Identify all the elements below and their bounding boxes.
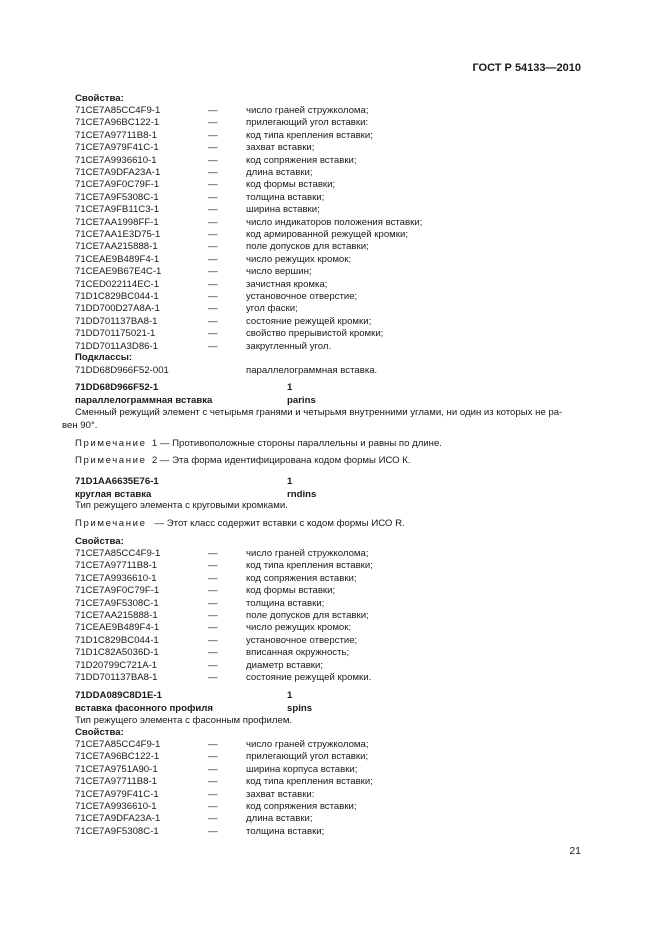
dash: — xyxy=(208,634,218,646)
property-id: 71CE7A9751A90-1 xyxy=(75,763,158,775)
property-id: 71CE7A9F5308C-1 xyxy=(75,191,159,203)
property-name: число граней стружколома; xyxy=(246,739,369,750)
dash: — xyxy=(208,610,218,621)
property-id: 71D1C829BC044-1 xyxy=(75,291,159,302)
subclasses-heading: Подклассы: xyxy=(75,352,133,363)
subclass-name: параллелограммная вставка. xyxy=(246,365,378,376)
class-name-row xyxy=(75,703,313,715)
property-name: захват вставки; xyxy=(246,142,315,154)
class-name: параллелограммная вставка xyxy=(75,395,213,406)
property-name: число граней стружколома; xyxy=(246,548,369,559)
page-number: 21 xyxy=(569,845,581,857)
property-name: код типа крепления вставки; xyxy=(246,129,373,141)
note-text: — Этот класс содержит вставки с кодом формы ИСО R. xyxy=(154,518,405,529)
property-name: захват вставки: xyxy=(246,788,315,800)
property-id: 71CE7A97711B8-1 xyxy=(75,560,157,572)
properties-heading: Свойства: xyxy=(75,536,124,547)
dash: — xyxy=(208,572,218,584)
property-name: число граней стружколома; xyxy=(246,105,369,116)
property-id: 71CE7A9936610-1 xyxy=(75,154,157,166)
property-name: код типа крепления вставки; xyxy=(246,776,373,788)
property-name: толщина вставки; xyxy=(246,191,325,203)
property-name: длина вставки; xyxy=(246,167,313,178)
dash: — xyxy=(208,241,218,253)
property-id: 71DD7011A3D86-1 xyxy=(75,340,159,352)
property-name: длина вставки; xyxy=(246,813,313,825)
property-name: угол фаски; xyxy=(246,303,298,315)
property-name: число индикаторов положения вставки; xyxy=(246,216,423,228)
dash: — xyxy=(208,204,218,216)
property-name: состояние режущей кромки; xyxy=(246,315,372,327)
property-id: 71CE7A85CC4F9-1 xyxy=(75,739,161,750)
dash: — xyxy=(208,622,218,634)
property-name: поле допусков для вставки; xyxy=(246,241,369,253)
dash: — xyxy=(208,303,218,315)
class-description xyxy=(62,406,590,432)
class-version: 1 xyxy=(287,690,293,701)
dash: — xyxy=(208,216,218,228)
class-version: 1 xyxy=(287,476,293,487)
property-id: 71CED022114EC-1 xyxy=(75,278,160,290)
property-id: 71CE7A97711B8-1 xyxy=(75,129,157,141)
properties-heading: Свойства: xyxy=(75,727,124,738)
dash: — xyxy=(208,763,218,775)
property-id: 71CE7AA215888-1 xyxy=(75,241,158,253)
dash: — xyxy=(208,788,218,800)
note-label: Примечание xyxy=(75,455,147,466)
property-name: толщина вставки; xyxy=(246,597,325,609)
note xyxy=(75,518,405,530)
property-name: поле допусков для вставки; xyxy=(246,610,369,621)
property-id: 71CE7A85CC4F9-1 xyxy=(75,548,161,559)
property-id: 71CE7AA215888-1 xyxy=(75,610,158,621)
property-id: 71D1C829BC044-1 xyxy=(75,634,159,646)
property-name: код сопряжения вставки; xyxy=(246,154,357,166)
property-id: 71CEAE9B489F4-1 xyxy=(75,253,160,265)
property-id: 71CE7A9936610-1 xyxy=(75,572,157,584)
property-name: прилегающий угол вставки; xyxy=(246,751,369,763)
property-name: код типа крепления вставки; xyxy=(246,560,373,572)
dash: — xyxy=(208,105,218,116)
dash: — xyxy=(208,328,218,340)
property-name: число вершин; xyxy=(246,266,312,278)
class-description: Тип режущего элемента с круговыми кромками. xyxy=(75,500,288,511)
dash: — xyxy=(208,751,218,763)
dash: — xyxy=(208,825,218,837)
property-name: код формы вставки; xyxy=(246,179,336,191)
property-id: 71CE7A96BC122-1 xyxy=(75,117,160,129)
dash: — xyxy=(208,291,218,302)
property-name: код формы вставки; xyxy=(246,585,336,597)
property-name: зачистная кромка; xyxy=(246,278,328,290)
property-id: 71DD700D27A8A-1 xyxy=(75,303,160,315)
class-code: parins xyxy=(287,395,316,406)
property-id: 71CE7A9F5308C-1 xyxy=(75,825,159,837)
dash: — xyxy=(208,585,218,597)
description-line-1: Сменный режущий элемент с четырьмя гранями и четырьмя внутренними углами, ни один из которых не ра- xyxy=(75,407,563,418)
dash: — xyxy=(208,647,218,659)
property-id: 71DD701137BA8-1 xyxy=(75,672,158,683)
dash: — xyxy=(208,548,218,559)
note-text: 1 — Противоположные стороны параллельны и равны по длине. xyxy=(151,438,442,449)
property-name: число режущих кромок; xyxy=(246,253,352,265)
property-name: число режущих кромок; xyxy=(246,622,352,634)
property-name: толщина вставки; xyxy=(246,825,325,837)
property-name: код сопряжения вставки; xyxy=(246,801,357,812)
property-name: ширина корпуса вставки; xyxy=(246,763,358,775)
property-id: 71CE7A9DFA23A-1 xyxy=(75,813,161,825)
dash: — xyxy=(208,776,218,788)
subclass-id: 71DD68D966F52-001 xyxy=(75,365,169,376)
dash: — xyxy=(208,659,218,671)
property-id: 71CEAE9B489F4-1 xyxy=(75,622,160,634)
class-version: 1 xyxy=(287,382,293,393)
dash: — xyxy=(208,129,218,141)
dash: — xyxy=(208,229,218,240)
property-id: 71CE7A9DFA23A-1 xyxy=(75,167,161,178)
dash: — xyxy=(208,179,218,191)
dash: — xyxy=(208,315,218,327)
property-id: 71CE7A85CC4F9-1 xyxy=(75,105,161,116)
property-name: вписанная окружность; xyxy=(246,647,350,659)
property-id: 71CEAE9B67E4C-1 xyxy=(75,266,162,278)
class-id-row xyxy=(75,690,293,702)
class-description: Тип режущего элемента с фасонным профилем. xyxy=(75,715,293,726)
note-label: Примечание xyxy=(75,438,147,449)
property-id: 71CE7A97711B8-1 xyxy=(75,776,157,788)
property-name: состояние режущей кромки. xyxy=(246,672,372,683)
dash: — xyxy=(208,266,218,278)
note-2 xyxy=(75,455,411,467)
property-id: 71CE7A96BC122-1 xyxy=(75,751,160,763)
property-name: ширина вставки; xyxy=(246,204,320,216)
dash: — xyxy=(208,278,218,290)
class-id-row xyxy=(75,382,293,394)
class-name: круглая вставка xyxy=(75,489,152,500)
dash: — xyxy=(208,597,218,609)
property-name: диаметр вставки; xyxy=(246,659,324,671)
property-id: 71CE7A979F41C-1 xyxy=(75,142,159,154)
class-name: вставка фасонного профиля xyxy=(75,703,213,714)
document-header: ГОСТ Р 54133—2010 xyxy=(472,62,581,74)
dash: — xyxy=(208,253,218,265)
property-id: 71D20799C721A-1 xyxy=(75,659,158,671)
dash: — xyxy=(208,142,218,154)
class-code: spins xyxy=(287,703,313,714)
class-id: 71DDA089C8D1E-1 xyxy=(75,690,162,701)
dash: — xyxy=(208,739,218,750)
property-id: 71CE7A9FB11C3-1 xyxy=(75,204,160,216)
class-code: rndins xyxy=(287,489,317,500)
dash: — xyxy=(208,191,218,203)
property-name: прилегающий угол вставки: xyxy=(246,117,369,129)
dash: — xyxy=(208,167,218,178)
property-id: 71CE7A9F0C79F-1 xyxy=(75,179,160,191)
property-id: 71CE7A9F0C79F-1 xyxy=(75,585,160,597)
property-id: 71DD701137BA8-1 xyxy=(75,315,158,327)
property-name: свойство прерывистой кромки; xyxy=(246,328,384,340)
property-name: код сопряжения вставки; xyxy=(246,572,357,584)
property-id: 71CE7A979F41C-1 xyxy=(75,788,159,800)
class-id-row xyxy=(75,476,293,488)
note-label: Примечание xyxy=(75,518,147,529)
dash: — xyxy=(208,340,218,352)
dash: — xyxy=(208,801,218,812)
property-id: 71D1C82A5036D-1 xyxy=(75,647,159,659)
dash: — xyxy=(208,672,218,683)
dash: — xyxy=(208,560,218,572)
property-id: 71CE7AA1998FF-1 xyxy=(75,216,159,228)
properties-heading: Свойства: xyxy=(75,93,124,104)
property-id: 71DD701175021-1 xyxy=(75,328,156,340)
description-line-2: вен 90°. xyxy=(62,420,98,431)
property-id: 71CE7AA1E3D75-1 xyxy=(75,229,161,240)
note-text: 2 — Эта форма идентифицирована кодом формы ИСО К. xyxy=(151,455,411,466)
property-name: установочное отверстие; xyxy=(246,634,358,646)
dash: — xyxy=(208,117,218,129)
property-id: 71CE7A9936610-1 xyxy=(75,801,157,812)
class-id: 71D1AA6635E76-1 xyxy=(75,476,159,487)
dash: — xyxy=(208,813,218,825)
property-name: закругленный угол. xyxy=(246,340,332,352)
property-name: код армированной режущей кромки; xyxy=(246,229,408,240)
note-1 xyxy=(75,438,442,450)
property-id: 71CE7A9F5308C-1 xyxy=(75,597,159,609)
dash: — xyxy=(208,154,218,166)
property-name: установочное отверстие; xyxy=(246,291,358,302)
class-id: 71DD68D966F52-1 xyxy=(75,382,159,393)
